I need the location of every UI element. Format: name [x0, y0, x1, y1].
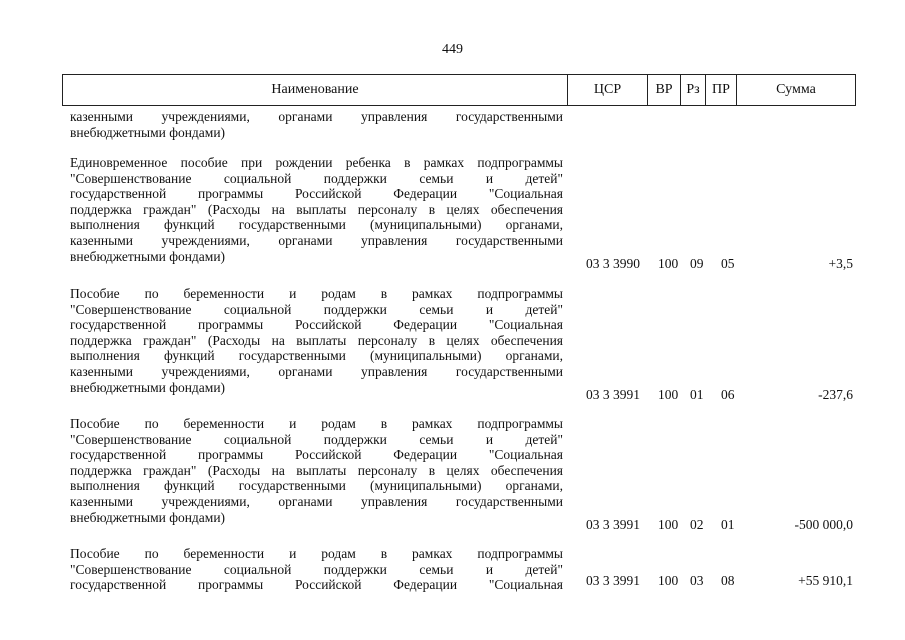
text-line: государственной программы Российской Федерации "Социальная	[70, 447, 563, 463]
text-line: "Совершенствование социальной поддержки семьи и детей"	[70, 170, 563, 186]
text-line: Пособие по беременности и родам в рамках подпрограммы	[70, 546, 563, 561]
page-number: 449	[442, 42, 463, 57]
sum-value: +3,5	[828, 256, 853, 271]
entry-description	[70, 286, 563, 395]
text-line: выполнения функций государственными (муниципальными) органами,	[70, 478, 563, 494]
rz-value: 09	[690, 256, 704, 271]
text-line: казенными учреждениями, органами управления государственными	[70, 363, 563, 379]
pr-value: 01	[721, 517, 735, 532]
entry-codes	[0, 387, 905, 403]
continuation-text	[70, 109, 563, 140]
text-line: "Совершенствование социальной поддержки семьи и детей"	[70, 431, 563, 447]
text-line: "Совершенствование социальной поддержки семьи и детей"	[70, 561, 563, 577]
text-line: выполнения функций государственными (муниципальными) органами,	[70, 217, 563, 233]
text-line: поддержка граждан" (Расходы на выплаты персоналу в целях обеспечения	[70, 332, 563, 348]
table-header	[62, 74, 856, 106]
text-line: казенными учреждениями, органами управления государственными	[70, 109, 563, 124]
text-line: внебюджетными фондами)	[70, 124, 226, 140]
text-line: государственной программы Российской Федерации "Социальная	[70, 577, 563, 593]
text-line: выполнения функций государственными (муниципальными) органами,	[70, 348, 563, 364]
rz-value: 03	[690, 573, 704, 588]
text-line: "Совершенствование социальной поддержки семьи и детей"	[70, 301, 563, 317]
vr-value: 100	[658, 573, 679, 588]
sum-value: -237,6	[818, 387, 853, 402]
text-line: поддержка граждан" (Расходы на выплаты персоналу в целях обеспечения	[70, 462, 563, 478]
vr-value: 100	[658, 387, 679, 402]
text-line: казенными учреждениями, органами управления государственными	[70, 232, 563, 248]
entry-codes	[0, 573, 905, 589]
entry-codes	[0, 517, 905, 533]
vr-value: 100	[658, 517, 679, 532]
text-line: казенными учреждениями, органами управления государственными	[70, 493, 563, 509]
text-line: Единовременное пособие при рождении ребенка в рамках подпрограммы	[70, 155, 563, 170]
header-pr: ПР	[706, 75, 737, 105]
header-name: Наименование	[63, 75, 568, 105]
csr-value: 03 3 3991	[586, 517, 640, 532]
header-csr: ЦСР	[568, 75, 648, 105]
header-sum: Сумма	[776, 82, 816, 97]
sum-value: -500 000,0	[794, 517, 853, 532]
text-line: внебюджетными фондами)	[70, 509, 226, 525]
pr-value: 06	[721, 387, 735, 402]
text-line: внебюджетными фондами)	[70, 379, 226, 395]
text-line: поддержка граждан" (Расходы на выплаты персоналу в целях обеспечения	[70, 201, 563, 217]
csr-value: 03 3 3991	[586, 387, 640, 402]
header-vr: ВР	[648, 75, 681, 105]
entry-codes	[0, 256, 905, 272]
vr-value: 100	[658, 256, 679, 271]
pr-value: 05	[721, 256, 735, 271]
pr-value: 08	[721, 573, 735, 588]
text-line: внебюджетными фондами)	[70, 248, 226, 264]
text-line: государственной программы Российской Федерации "Социальная	[70, 186, 563, 202]
text-line: государственной программы Российской Федерации "Социальная	[70, 317, 563, 333]
rz-value: 01	[690, 387, 704, 402]
csr-value: 03 3 3991	[586, 573, 640, 588]
header-rz: Рз	[681, 75, 706, 105]
rz-value: 02	[690, 517, 704, 532]
entry-description	[70, 155, 563, 264]
text-line: Пособие по беременности и родам в рамках подпрограммы	[70, 286, 563, 301]
csr-value: 03 3 3990	[586, 256, 640, 271]
sum-value: +55 910,1	[798, 573, 853, 588]
text-line: Пособие по беременности и родам в рамках подпрограммы	[70, 416, 563, 431]
entry-description	[70, 416, 563, 525]
